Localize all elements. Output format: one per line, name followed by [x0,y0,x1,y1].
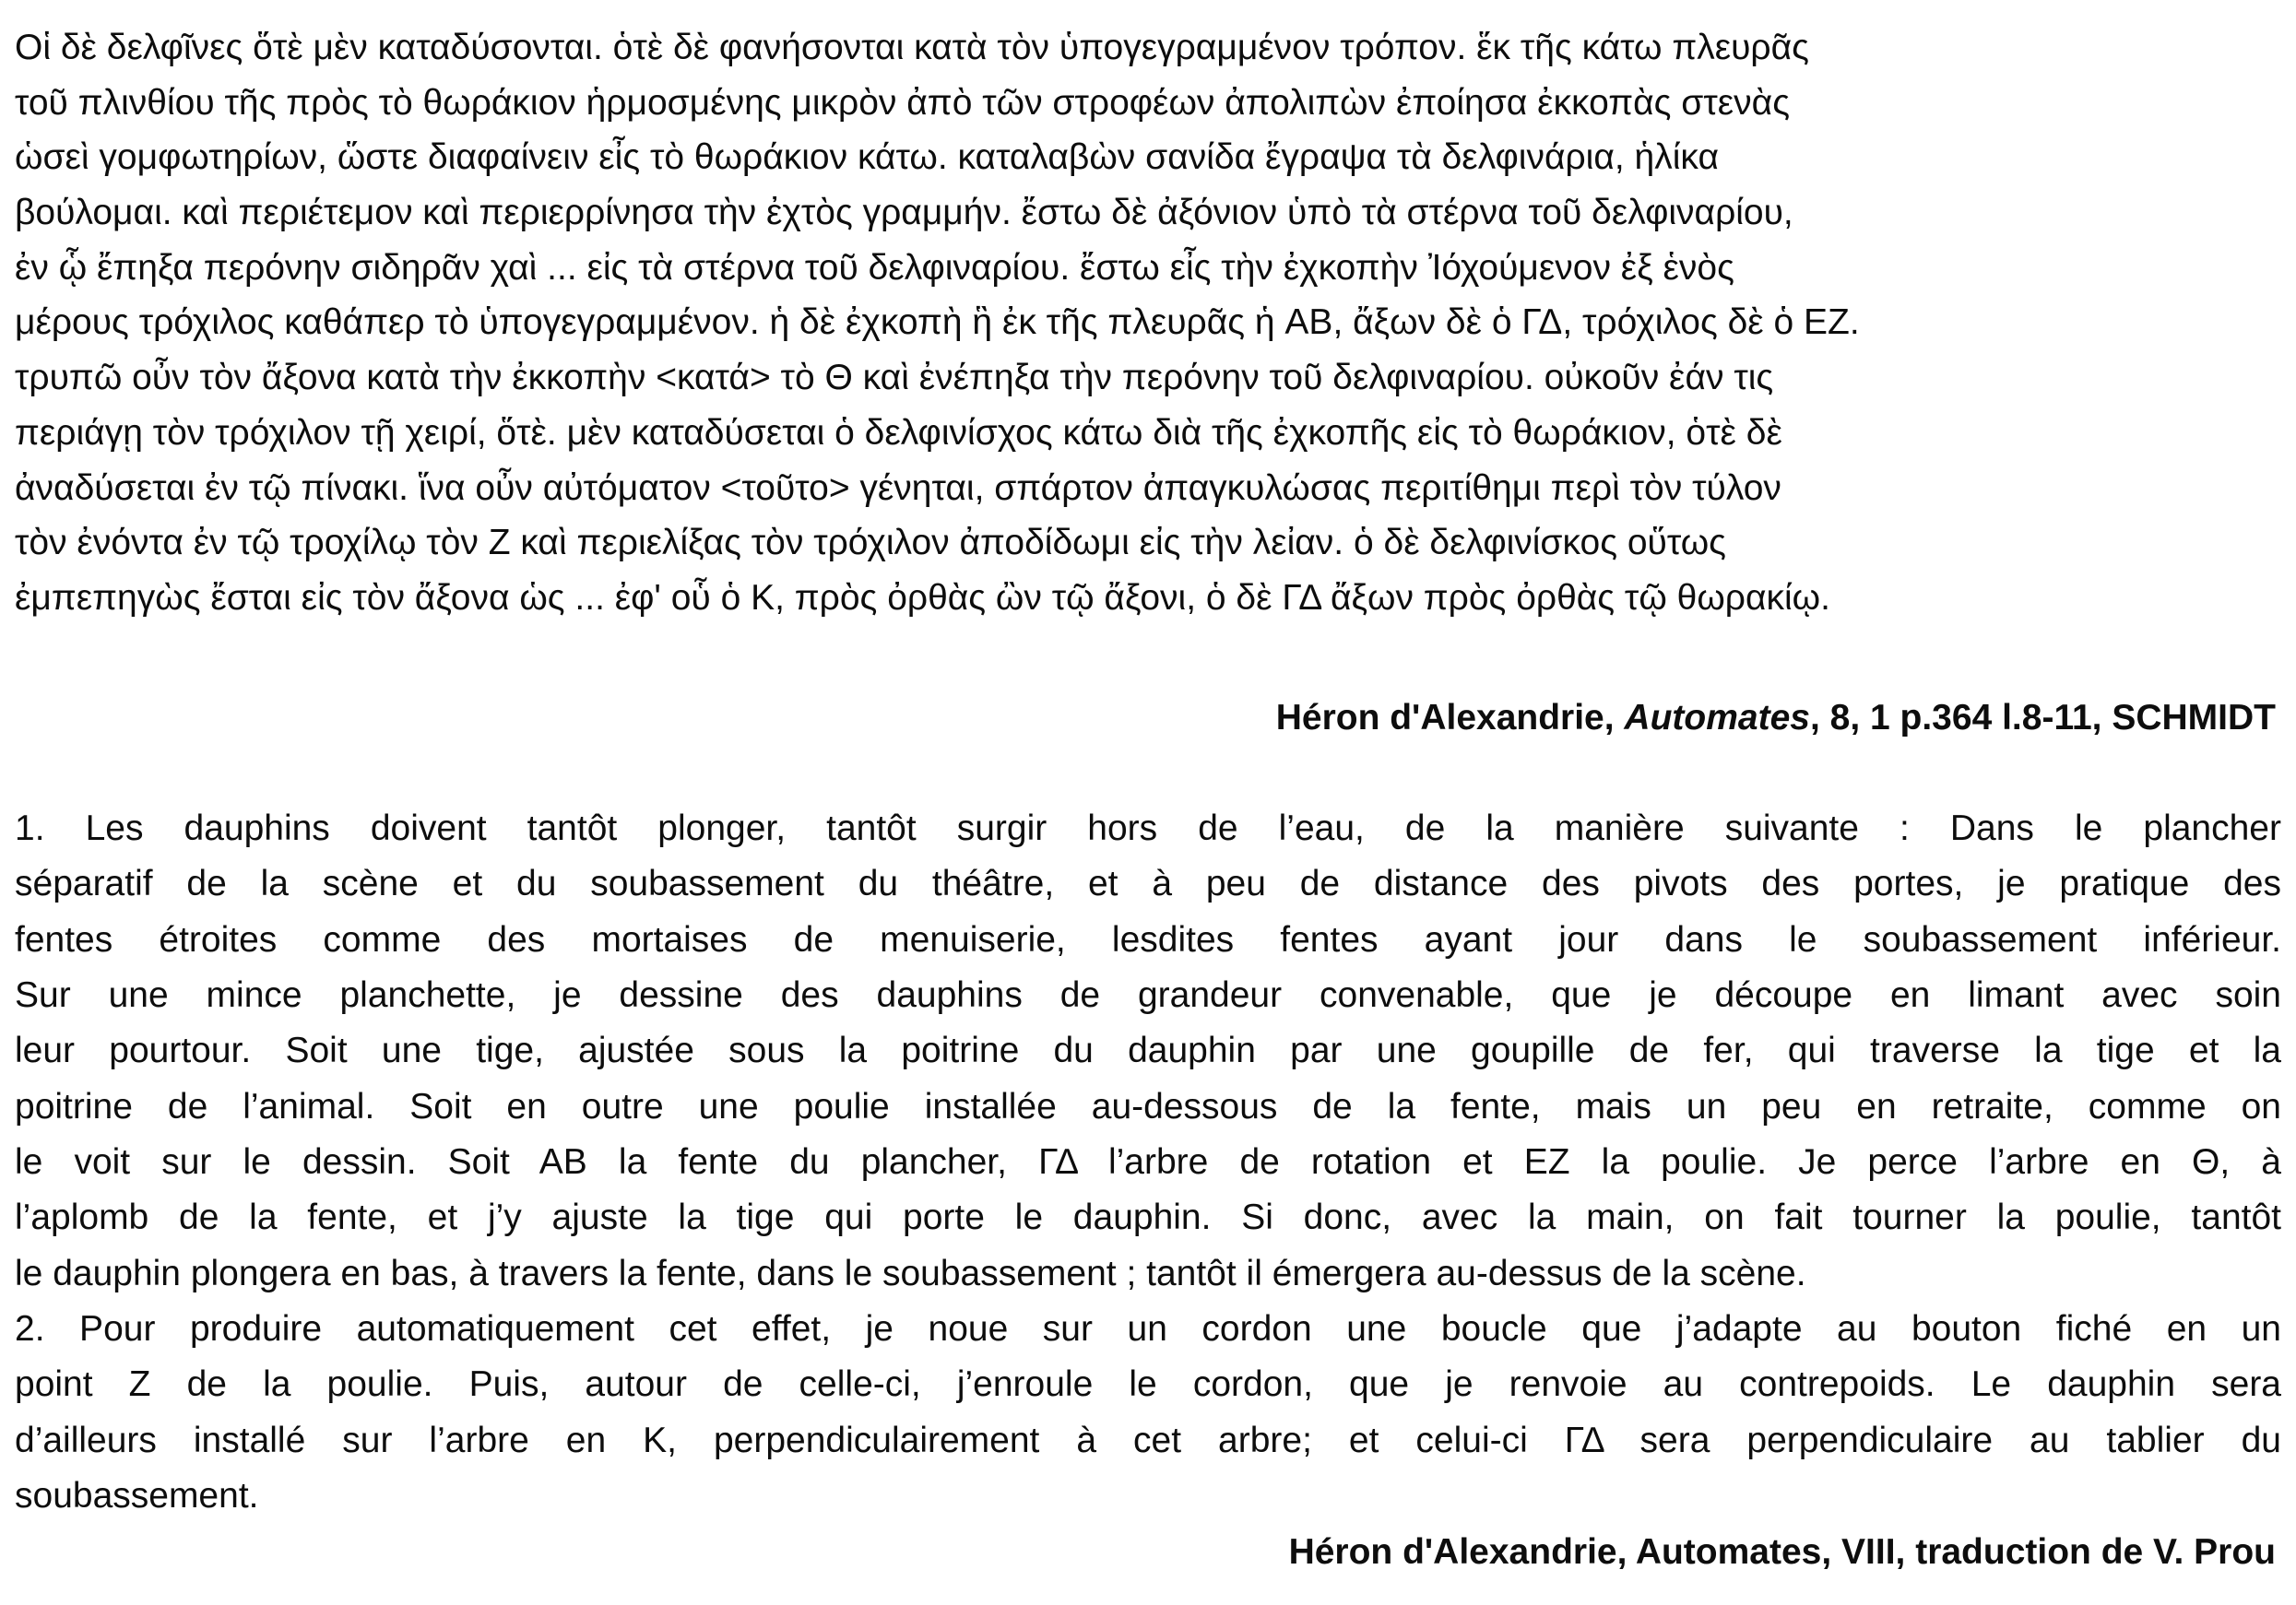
french-line: 2. Pour produire automatiquement cet effet, je noue sur un cordon une boucle que j’adapte au bouton fiché en un [15,1309,2281,1349]
greek-line: βούλομαι. καὶ περιέτεμον καὶ περιερρίνησα τὴν ἐχτὸς γραμμήν. ἔστω δὲ ἀξόνιον ὑπὸ τὰ στέρνα τοῦ δελφιναρίου, [15,193,1793,232]
french-line: le dauphin plongera en bas, à travers la fente, dans le soubassement ; tantôt il émergera au-dessus de la scène. [15,1254,1806,1293]
french-line: l’aplomb de la fente, et j’y ajuste la tige qui porte le dauphin. Si donc, avec la main, on fait tourner la poulie, tantôt [15,1198,2281,1237]
french-line: soubassement. [15,1476,259,1516]
french-line: le voit sur le dessin. Soit AB la fente du plancher, ΓΔ l’arbre de rotation et EZ la poulie. Je perce l’arbre en Θ, à [15,1142,2281,1182]
greek-line: περιάγῃ τὸν τρόχιλον τῇ χειρί, ὅτὲ. μὲν καταδύσεται ὁ δελφινίσχος κάτω διὰ τῆς ἐχκοπῆς εἰς τὸ θωράκιον, ὁτὲ δὲ [15,413,1782,453]
french-line: fentes étroites comme des mortaises de menuiserie, lesdites fentes ayant jour dans le soubassement inférieur. [15,920,2281,960]
french-line: point Z de la poulie. Puis, autour de celle-ci, j’enroule le cordon, que je renvoie au contrepoids. Le dauphin sera [15,1364,2281,1404]
citation-author: Héron d'Alexandrie, [1275,698,1625,738]
greek-line: τρυπῶ οὖν τὸν ἄξονα κατὰ τὴν ἐκκοπὴν <κατά> τὸ Θ καὶ ἐνέπηξα τὴν περόνην τοῦ δελφιναρίου. οὐκοῦν ἐάν τις [15,358,1774,397]
french-line: poitrine de l’animal. Soit en outre une poulie installée au-dessous de la fente, mais un peu en retraite, comme on [15,1087,2281,1127]
citation-title: Automates [1624,698,1810,738]
greek-line: Οἱ δὲ δελφῖνες ὅτὲ μὲν καταδύσονται. ὁτὲ δὲ φανήσονται κατὰ τὸν ὑπογεγραμμένον τρόπον. ἕκ τῆς κάτω πλευρᾶς [15,28,1809,67]
greek-line: ἐν ᾧ ἔπηξα περόνην σιδηρᾶν χαὶ ... εἰς τὰ στέρνα τοῦ δελφιναρίου. ἔστω εἶς τὴν ἐχκοπὴν Ἰόχούμενον ἐξ ἑνὸς [15,248,1734,288]
greek-line: τὸν ἐνόντα ἐν τῷ τροχίλῳ τὸν Z καὶ περιελίξας τὸν τρόχιλον ἀποδίδωμι εἰς τὴν λεἰαν. ὁ δὲ δελφινίσκος οὕτως [15,523,1726,562]
greek-line: μέρους τρόχιλος καθάπερ τὸ ὑπογεγραμμένον. ἡ δὲ ἐχκοπὴ ἣ ἐκ τῆς πλευρᾶς ἡ AB, ἄξων δὲ ὁ ΓΔ, τρόχιλος δὲ ὁ EZ. [15,302,1860,342]
greek-line: ἐμπεπηγὼς ἔσται εἰς τὸν ἄξονα ὡς ... ἐφ' οὗ ὁ K, πρὸς ὀρθὰς ὢν τῷ ἄξονι, ὁ δὲ ΓΔ ἄξων πρὸς ὀρθὰς τῷ θωρακίῳ. [15,578,1830,618]
french-line: Sur une mince planchette, je dessine des dauphins de grandeur convenable, que je découpe en limant avec soin [15,975,2281,1015]
greek-citation [1276,697,2276,739]
french-line: 1. Les dauphins doivent tantôt plonger, tantôt surgir hors de l’eau, de la manière suivante : Dans le plancher [15,808,2281,848]
french-citation: Héron d'Alexandrie, Automates, VIII, traduction de V. Prou [1288,1532,2276,1572]
french-line: leur pourtour. Soit une tige, ajustée sous la poitrine du dauphin par une goupille de fer, qui traverse la tige et la [15,1031,2281,1070]
greek-line: ἀναδύσεται ἐν τῷ πίνακι. ἵνα οὖν αὐτόματον <τοῦτο> γένηται, σπάρτον ἀπαγκυλώσας περιτίθημι περὶ τὸν τύλον [15,468,1781,508]
greek-line: τοῦ πλινθίου τῆς πρὸς τὸ θωράκιον ἡρμοσμένης μικρὸν ἀπὸ τῶν στροφέων ἀπολιπὼν ἐποίησα ἐκκοπὰς στενὰς [15,83,1791,123]
citation-reference: , 8, 1 p.364 l.8-11, SCHMIDT [1809,698,2276,738]
greek-line: ὡσεὶ γομφωτηρίων, ὥστε διαφαίνειν εἶς τὸ θωράκιον κάτω. καταλαβὼν σανίδα ἔγραψα τὰ δελφινάρια, ἡλίκα [15,137,1719,177]
french-line: séparatif de la scène et du soubassement du théâtre, et à peu de distance des pivots des portes, je pratique des [15,864,2281,903]
french-line: d’ailleurs installé sur l’arbre en K, perpendiculairement à cet arbre; et celui-ci ΓΔ sera perpendiculaire au tablier du [15,1421,2281,1460]
